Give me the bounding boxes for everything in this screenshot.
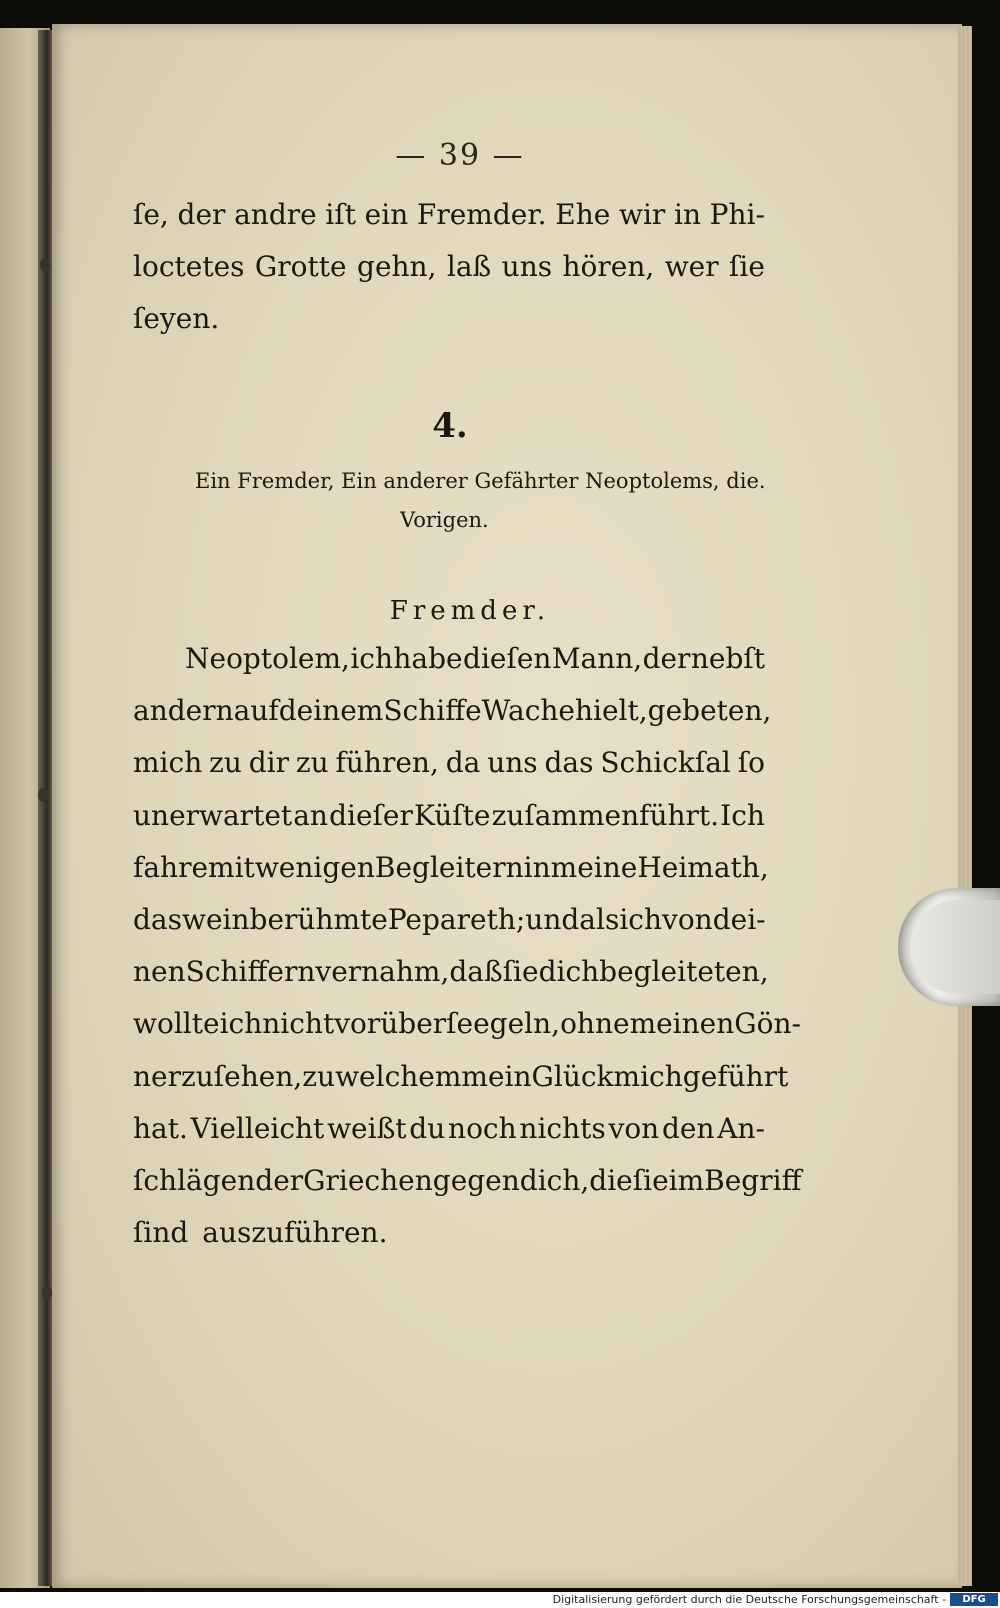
word: Begriff [704,1164,802,1197]
word: Gön- [734,1007,801,1041]
word: nebſt [690,642,765,675]
word: Küſte [413,798,491,832]
word: zu [302,1059,336,1093]
word: dieſer [329,798,413,832]
word: Schiffern [185,955,316,989]
word: meinen [629,1007,735,1041]
text-line [133,746,765,779]
word: Schickſal [600,746,731,780]
word: ich [619,903,662,936]
footer-bar [0,1592,1000,1608]
word: loctetes [133,250,245,283]
page-number: — 39 — [395,138,525,173]
cast-list-line-2: Vorigen. [400,508,489,532]
text-line [133,1059,789,1093]
word: ſchlägen [133,1164,256,1197]
word: von [608,1111,660,1145]
word: ſo [737,746,765,780]
word: vorüberſeegeln, [334,1007,561,1041]
binding-stitch [42,1286,52,1300]
word: uns [487,746,538,780]
word: zu [295,746,329,780]
word: daß [449,955,503,989]
text-line [185,642,765,675]
word: führen, [335,746,439,780]
word: Ich [720,798,765,832]
word: uns [501,250,553,283]
text-line [133,955,769,989]
word: an [293,798,328,832]
word: hat. [133,1111,188,1145]
word: gegen [432,1164,520,1197]
word: ein [364,198,409,231]
word: in [673,198,701,231]
word: An- [717,1111,765,1145]
word: Wache [481,694,575,728]
word: vernahm, [315,955,450,989]
word: Ehe [555,198,611,231]
text-line [133,1216,765,1249]
word: als [579,903,620,936]
word: ich [350,642,393,675]
word: dei- [712,903,766,936]
word: ner [133,1059,181,1093]
word: dich [538,955,600,989]
word: zuſammenführt. [491,798,720,832]
word: im [668,1164,705,1197]
word: dieſen [463,642,552,675]
text-line [133,1164,802,1197]
word: zu [181,1059,214,1093]
word: wer [664,250,719,283]
cast-list-line-1: Ein Fremder, Ein anderer Gefährter Neoptolems, die. [195,469,766,493]
footer-credit: Digitalisierung gefördert durch die Deutsche Forschungsgemeinschaft - [552,1593,946,1606]
scene-number: 4. [432,406,468,446]
word: habe [393,642,463,675]
word: hören, [562,250,655,283]
word: geführt [682,1059,789,1093]
word: da [445,746,481,780]
word: Fremder. [416,198,547,231]
word: hielt, [575,694,648,728]
word: ſie [729,250,765,283]
word: ſind [133,1216,189,1250]
text-line [133,694,772,728]
word: ohne [560,1007,630,1041]
word: das [133,903,182,936]
page-holder-clip-inner [910,900,1000,994]
word: laß [446,250,492,283]
text-line [133,799,765,832]
word: der [255,1164,304,1197]
word: Grotte [254,250,347,283]
word: von [662,903,713,936]
word: iſt [325,198,356,231]
word: begleiteten, [599,955,769,989]
word: wenigen [254,850,375,884]
text-line [133,1112,765,1145]
text-line [133,1007,801,1041]
speaker-name: Fremder. [389,596,551,626]
word: Glück [531,1059,614,1093]
word: weinberühmte [182,903,388,936]
word: weißt [327,1111,407,1145]
word: wollte [133,1007,220,1041]
word: ich [219,1007,263,1041]
word: die [589,1164,633,1197]
word: wir [618,198,666,231]
word: mit [208,850,255,884]
word: noch [448,1111,517,1145]
word: nicht [262,1007,335,1041]
word: du [409,1111,446,1145]
word: fahre [133,850,209,884]
word: dir [248,746,290,780]
word: Heimath, [637,850,769,884]
word: dich, [519,1164,590,1197]
word: mich [613,1059,683,1093]
word: der [177,198,226,231]
word: ſeyen. [133,302,220,335]
word: deinem [278,694,384,728]
word: Begleitern [374,850,524,884]
word: gehn, [357,250,437,283]
word: ſehen, [213,1059,303,1093]
word: Schiffe [383,694,482,728]
text-line [133,250,765,283]
word: Griechen [303,1164,433,1197]
word: der [642,642,691,675]
text-line [133,850,769,884]
word: Mann, [551,642,643,675]
text-line [133,903,765,936]
word: mich [133,746,203,780]
word: auf [233,694,279,728]
word: Neoptolem, [185,642,350,675]
word: Vielleicht [190,1111,325,1145]
word: mein [461,1059,532,1093]
word: ſie [502,955,539,989]
word: Pepareth; [387,903,526,936]
word: den [661,1111,715,1145]
word: und [525,903,580,936]
word: unerwartet [133,798,293,832]
word: ſe, [133,198,169,231]
word: andre [234,198,317,231]
word: welchem [335,1059,462,1093]
word: ſie [632,1164,669,1197]
word: Phi- [709,198,765,231]
text-line [133,302,765,335]
word: meine [550,850,638,884]
word: nichts [519,1111,606,1145]
word: gebeten, [647,694,772,728]
dfg-logo: DFG [950,1593,998,1606]
word: nen [133,955,186,989]
binding-stitch [38,788,48,802]
word: auszuführen. [202,1216,388,1250]
binding-stitch [40,258,50,272]
word: in [523,850,551,884]
text-line [133,198,765,231]
word: das [544,746,594,780]
word: zu [209,746,242,780]
page-stack-edge [958,26,972,1586]
word: andern [133,694,234,728]
